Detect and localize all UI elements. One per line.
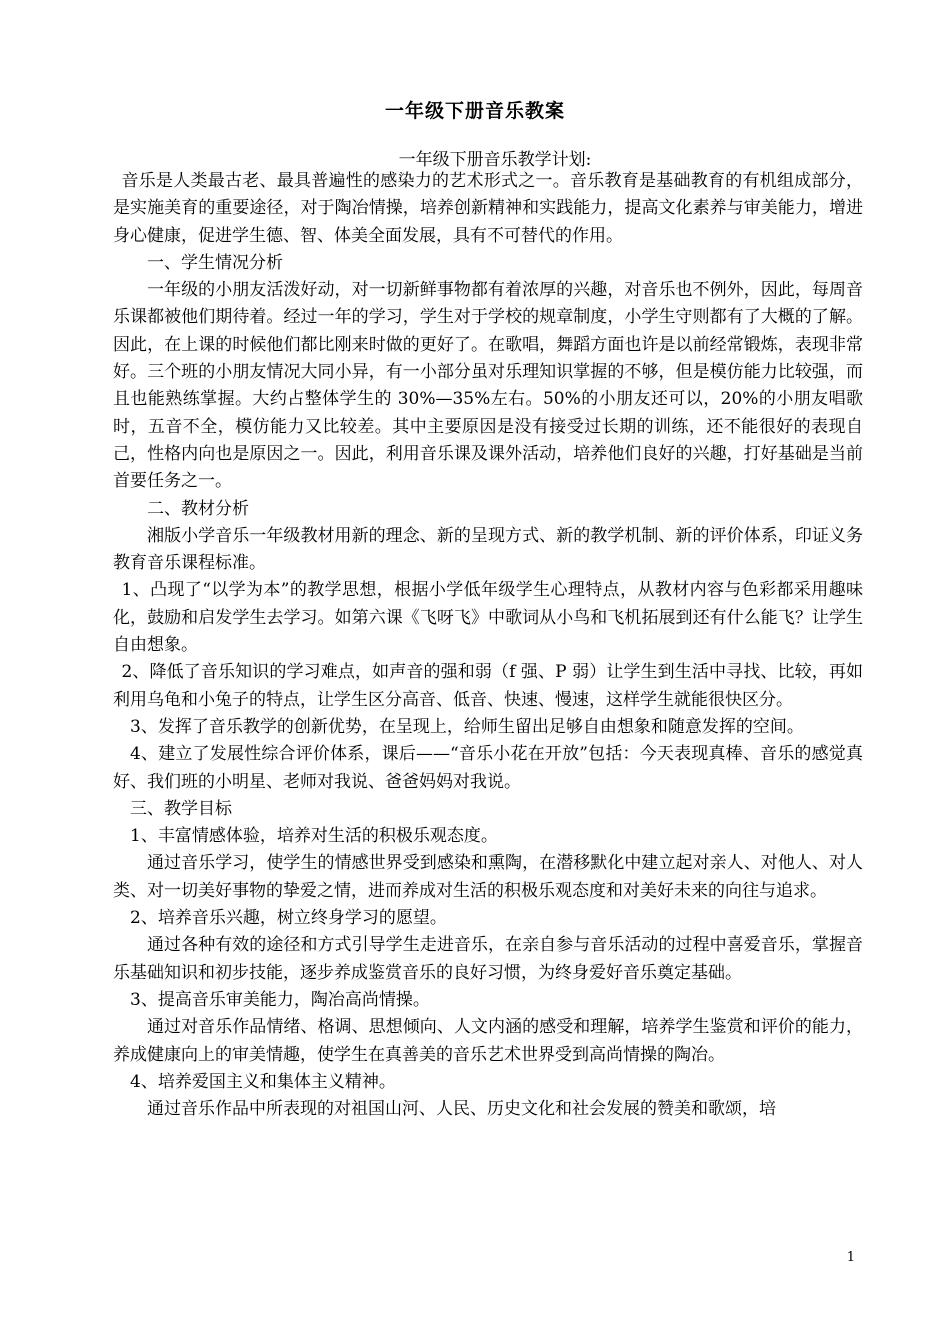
goal-heading-2: 2、培养音乐兴趣，树立终身学习的愿望。 [130,908,447,929]
paragraph-materials: 湘版小学音乐一年级教材用新的理念、新的呈现方式、新的教学机制、新的评价体系，印证义务教育音乐课程标准。 [113,525,863,574]
goal-text-2: 通过各种有效的途径和方式引导学生走进音乐，在亲自参与音乐活动的过程中喜爱音乐，掌握音乐基础知识和初步技能，逐步养成鉴赏音乐的良好习惯，为终身爱好音乐奠定基础。 [113,935,863,983]
paragraph-materials-1: 1、凸现了“以学为本”的教学思想，根据小学低年级学生心理特点，从教材内容与色彩都采用趣味化，鼓励和启发学生去学习。如第六课《飞呀飞》中歌词从小鸟和飞机拓展到还有什么能飞？让学生自由想象。 [113,580,863,656]
page-number: 1 [846,1250,855,1265]
document-subtitle: 一年级下册音乐教学计划: [398,150,592,170]
goal-text-1: 通过音乐学习，使学生的情感世界受到感染和熏陶，在潜移默化中建立起对亲人、对他人、对人类、对一切美好事物的挚爱之情，进而养成对生活的积极乐观态度和对美好未来的向往与追求。 [113,853,863,901]
document-title: 一年级下册音乐教案 [384,100,565,122]
goal-heading-4: 4、培养爱国主义和集体主义精神。 [130,1071,396,1092]
goal-text-3: 通过对音乐作品情绪、格调、思想倾向、人文内涵的感受和理解，培养学生鉴赏和评价的能力，养成健康向上的审美情趣，使学生在真善美的音乐艺术世界受到高尚情操的陶冶。 [113,1017,863,1065]
paragraph-intro: 音乐是人类最古老、最具普遍性的感染力的艺术形式之一。音乐教育是基础教育的有机组成部分，是实施美育的重要途径，对于陶冶情操，培养创新精神和实践能力，提高文化素养与审美能力，增进身心健康，促进学生德、智、体美全面发展，具有不可替代的作用。 [113,171,863,246]
paragraph-materials-3: 3、发挥了音乐教学的创新优势，在呈现上，给师生留出足够自由想象和随意发挥的空间。 [130,716,804,737]
goal-heading-3: 3、提高音乐审美能力，陶冶高尚情操。 [130,989,430,1010]
paragraph-materials-2: 2、降低了音乐知识的学习难点，如声音的强和弱（f 强、P 弱）让学生到生活中寻找、比较，再如利用乌龟和小兔子的特点，让学生区分高音、低音、快速、慢速，这样学生就能很快区分。 [113,662,863,710]
section-heading-materials: 二、教材分析 [147,498,249,519]
paragraph-materials-4: 4、建立了发展性综合评价体系，课后——“音乐小花在开放”包括：今天表现真棒、音乐的感觉真好、我们班的小明星、老师对我说、爸爸妈妈对我说。 [113,744,863,792]
goal-heading-1: 1、丰富情感体验，培养对生活的积极乐观态度。 [130,826,498,847]
section-heading-goals: 三、教学目标 [130,798,232,819]
section-heading-students: 一、学生情况分析 [147,252,283,273]
paragraph-students: 一年级的小朋友活泼好动，对一切新鲜事物都有着浓厚的兴趣，对音乐也不例外，因此，每周音乐课都被他们期待着。经过一年的学习，学生对于学校的规章制度，小学生守则都有了大概的了解。因此，在上课的时候他们都比刚来时做的更好了。在歌唱，舞蹈方面也许是以前经常锻炼，表现非常好。三个班的小朋友情况大同小异，有一小部分虽对乐理知识掌握的不够，但是模仿能力比较强，而且也能熟练掌握。大约占整体学生的 30%—35%左右。50%的小朋友还可以，20%的小朋友唱歌时，五音不全，模仿能力又比较差。其中主要原因是没有接受过长期的训练，还不能很好的表现自己，性格内向也是原因之一。因此，利用音乐课及课外活动，培养他们良好的兴趣，打好基础是当前首要任务之一。 [113,280,863,492]
document-body [113,168,863,1123]
goal-text-4: 通过音乐作品中所表现的对祖国山河、人民、历史文化和社会发展的赞美和歌颂，培 [147,1099,776,1120]
